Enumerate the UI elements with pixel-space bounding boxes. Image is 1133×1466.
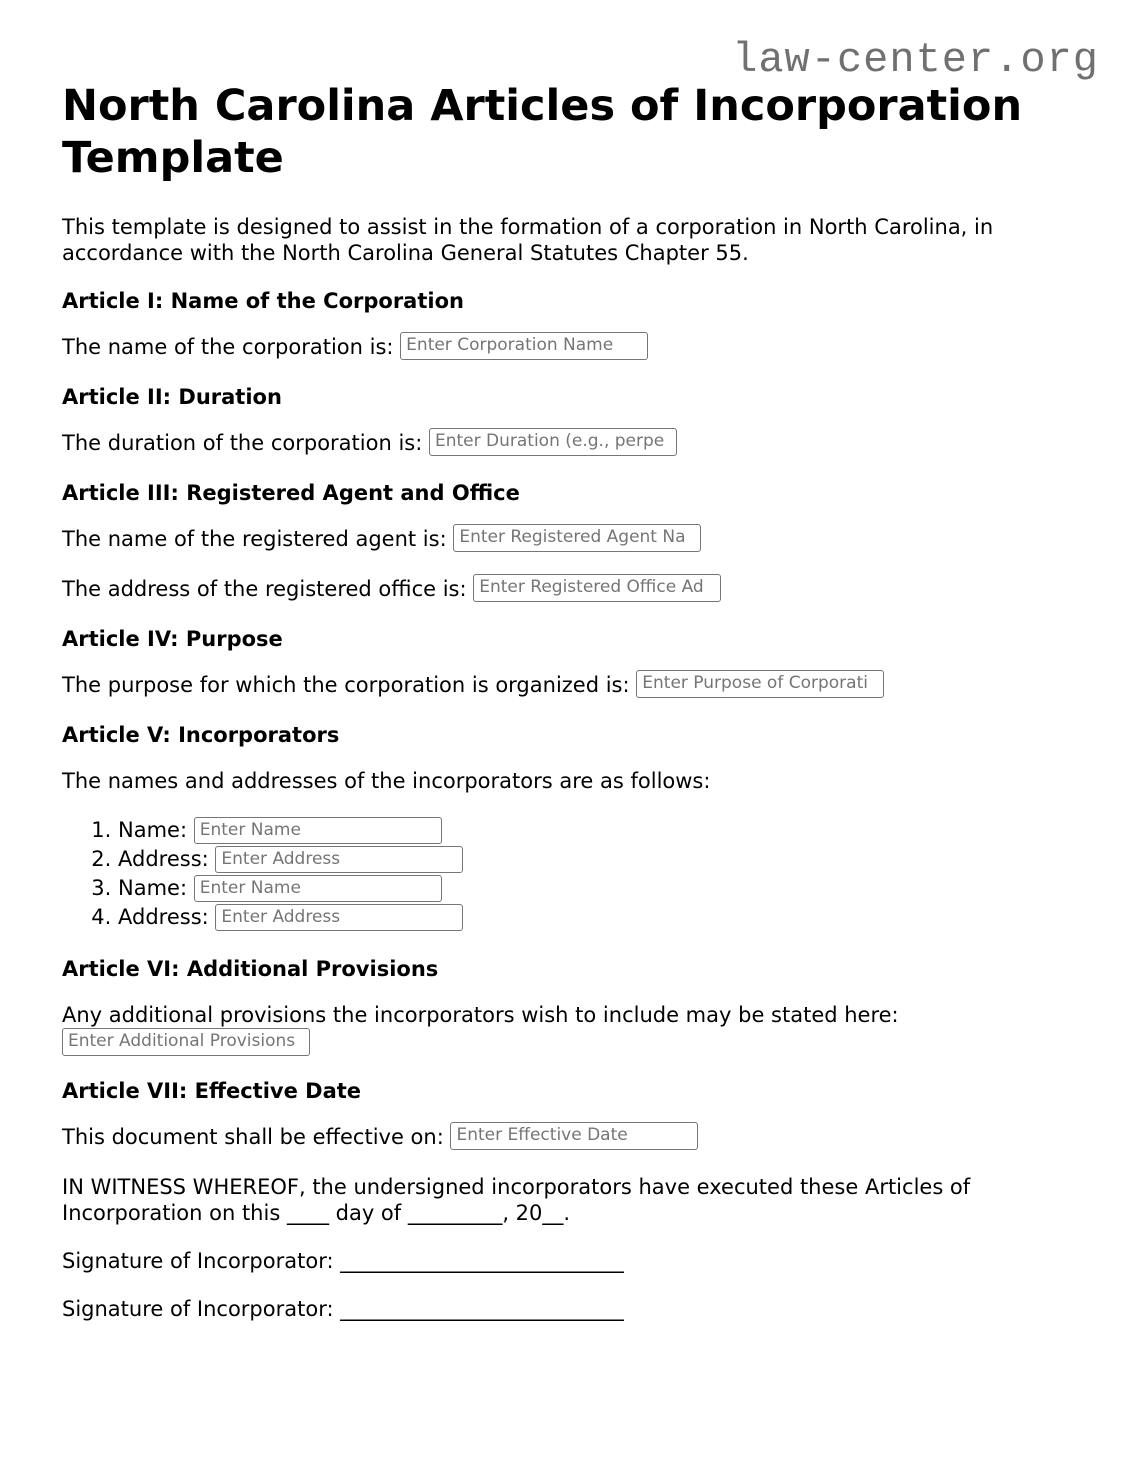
additional-provisions-input[interactable]: Enter Additional Provisions [62, 1028, 310, 1056]
incorporator-2-address-input[interactable]: Enter Address [215, 904, 463, 931]
article-6-heading: Article VI: Additional Provisions [62, 957, 439, 981]
incorporator-item [118, 816, 1072, 845]
purpose-input[interactable]: Enter Purpose of Corporati [636, 670, 884, 698]
incorporators-intro: The names and addresses of the incorporators are as follows: [62, 769, 711, 793]
intro-text: This template is designed to assist in the formation of a corporation in North Carolina, in accordance with the North Carolina General Statutes Chapter 55. [62, 215, 994, 265]
page-title: North Carolina Articles of Incorporation Template [62, 81, 1023, 183]
corporation-name-input[interactable]: Enter Corporation Name [400, 332, 648, 360]
incorporator-item [118, 845, 1072, 874]
incorporator-address-label: Address: [118, 905, 209, 929]
incorporator-2-name-input[interactable]: Enter Name [194, 875, 442, 902]
article-4-heading: Article IV: Purpose [62, 627, 283, 651]
incorporator-1-name-input[interactable]: Enter Name [194, 817, 442, 844]
registered-agent-input[interactable]: Enter Registered Agent Na [453, 524, 701, 552]
duration-label: The duration of the corporation is: [62, 431, 423, 455]
incorporator-1-address-input[interactable]: Enter Address [215, 846, 463, 873]
article-2-row [62, 430, 1072, 458]
article-3-agent-row [62, 526, 1072, 554]
article-1-row [62, 334, 1072, 362]
incorporator-item [118, 874, 1072, 903]
purpose-label: The purpose for which the corporation is organized is: [62, 673, 630, 697]
article-5-heading: Article V: Incorporators [62, 723, 340, 747]
article-3-office-row [62, 576, 1072, 604]
registered-agent-label: The name of the registered agent is: [62, 527, 447, 551]
article-7-row [62, 1124, 1072, 1152]
signature-line-2: Signature of Incorporator: ___________________________ [62, 1297, 624, 1321]
witness-clause: IN WITNESS WHEREOF, the undersigned incorporators have executed these Articles of Incorporation on this ____ day of _________, 20__. [62, 1175, 971, 1225]
document [62, 80, 1072, 1344]
article-6-row [62, 1002, 1072, 1056]
article-3-heading: Article III: Registered Agent and Office [62, 481, 520, 505]
watermark: law-center.org [732, 36, 1099, 84]
duration-input[interactable]: Enter Duration (e.g., perpe [429, 428, 677, 456]
corporation-name-label: The name of the corporation is: [62, 335, 394, 359]
incorporator-name-label: Name: [118, 818, 188, 842]
incorporator-address-label: Address: [118, 847, 209, 871]
incorporator-item [118, 903, 1072, 932]
effective-date-input[interactable]: Enter Effective Date [450, 1122, 698, 1150]
article-2-heading: Article II: Duration [62, 385, 282, 409]
registered-office-input[interactable]: Enter Registered Office Ad [473, 574, 721, 602]
article-7-heading: Article VII: Effective Date [62, 1079, 362, 1103]
article-1-heading: Article I: Name of the Corporation [62, 289, 464, 313]
registered-office-label: The address of the registered office is: [62, 577, 467, 601]
effective-date-label: This document shall be effective on: [62, 1125, 444, 1149]
article-4-row [62, 672, 1072, 700]
incorporators-list [62, 816, 1072, 932]
incorporator-name-label: Name: [118, 876, 188, 900]
additional-provisions-label: Any additional provisions the incorporators wish to include may be stated here: [62, 1003, 899, 1027]
signature-line-1: Signature of Incorporator: ___________________________ [62, 1249, 624, 1273]
